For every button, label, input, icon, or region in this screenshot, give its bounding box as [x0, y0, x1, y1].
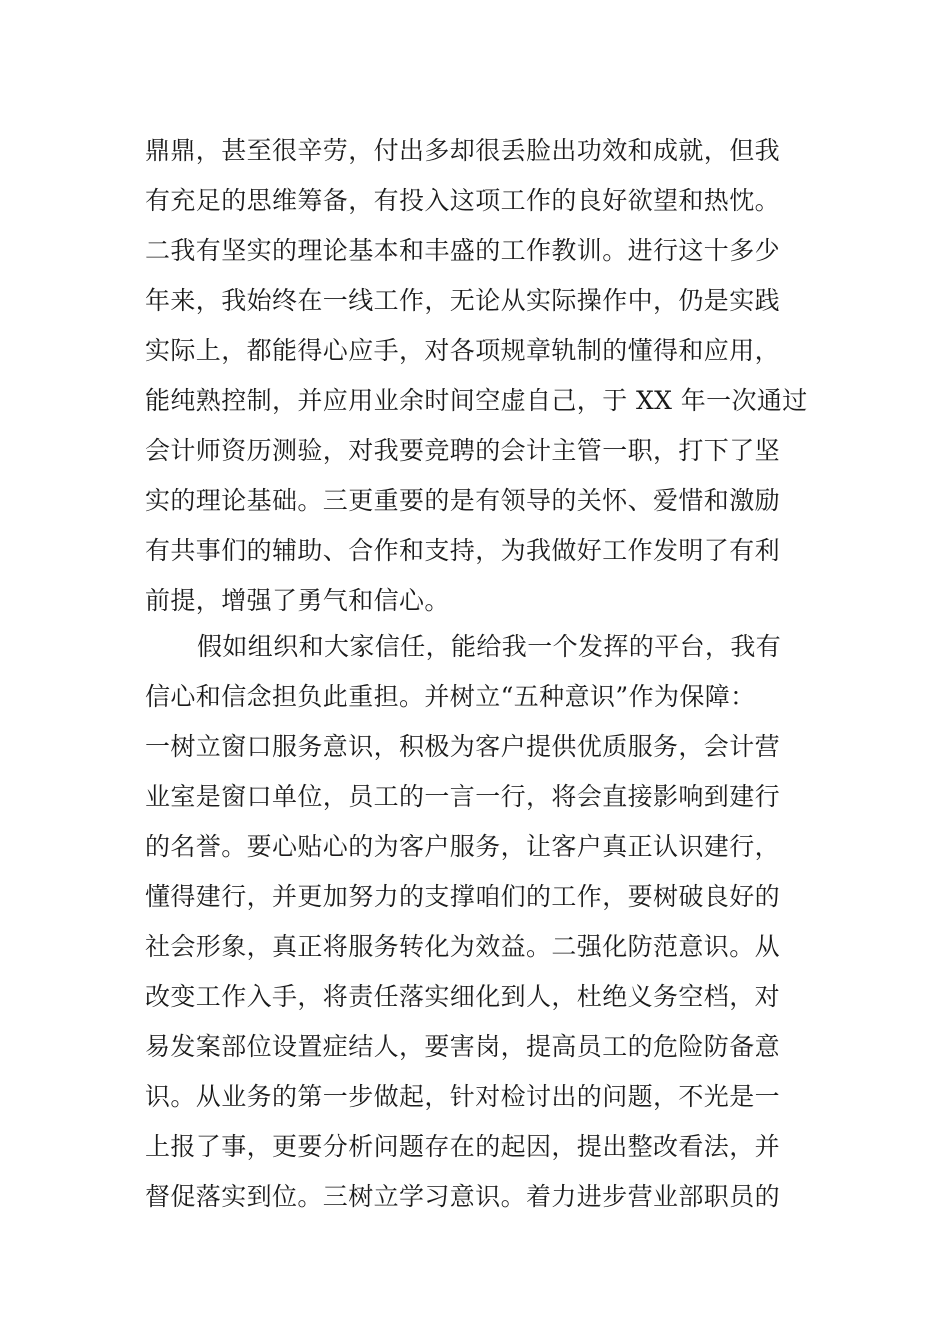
- text-line: 能纯熟控制，并应用业余时间空虚自己，于 XX 年一次通过: [145, 386, 808, 415]
- text-line: 懂得建行，并更加努力的支撑咱们的工作，要树破良好的: [145, 882, 781, 911]
- text-line: 年来，我始终在一线工作，无论从实际操作中，仍是实践: [145, 286, 781, 315]
- text-line: 的名誉。要心贴心的为客户服务，让客户真正认识建行，: [145, 832, 781, 861]
- text-line: 上报了事，更要分析问题存在的起因，提出整改看法，并: [145, 1132, 781, 1161]
- text-line: 识。从业务的第一步做起，针对检讨出的问题，不光是一: [145, 1082, 781, 1111]
- text-line: 会计师资历测验，对我要竞聘的会计主管一职，打下了坚: [145, 436, 781, 465]
- text-line: 业室是窗口单位，员工的一言一行，将会直接影响到建行: [145, 782, 781, 811]
- text-line: 二我有坚实的理论基本和丰盛的工作教训。进行这十多少: [145, 236, 781, 265]
- text-line: 易发案部位设置症结人，要害岗，提高员工的危险防备意: [145, 1032, 781, 1061]
- text-line: 社会形象，真正将服务转化为效益。二强化防范意识。从: [145, 932, 781, 961]
- text-line: 前提，增强了勇气和信心。: [145, 586, 450, 615]
- text-line: 有充足的思维筹备，有投入这项工作的良好欲望和热忱。: [145, 186, 781, 215]
- text-line: 鼎鼎，甚至很辛劳，付出多却很丢脸出功效和成就，但我: [145, 136, 781, 165]
- text-line: 督促落实到位。三树立学习意识。着力进步营业部职员的: [145, 1182, 781, 1211]
- text-line: 一树立窗口服务意识，积极为客户提供优质服务，会计营: [145, 732, 781, 761]
- text-line: 实的理论基础。三更重要的是有领导的关怀、爱惜和激励: [145, 486, 781, 515]
- text-line: 信心和信念担负此重担。并树立“五种意识”作为保障：: [145, 682, 756, 711]
- text-line: 实际上，都能得心应手，对各项规章轨制的懂得和应用，: [145, 336, 781, 365]
- paragraph-first-line: 假如组织和大家信任，能给我一个发挥的平台，我有: [197, 632, 782, 661]
- text-line: 改变工作入手，将责任落实细化到人，杜绝义务空档，对: [145, 982, 781, 1011]
- text-line: 有共事们的辅助、合作和支持，为我做好工作发明了有利: [145, 536, 781, 565]
